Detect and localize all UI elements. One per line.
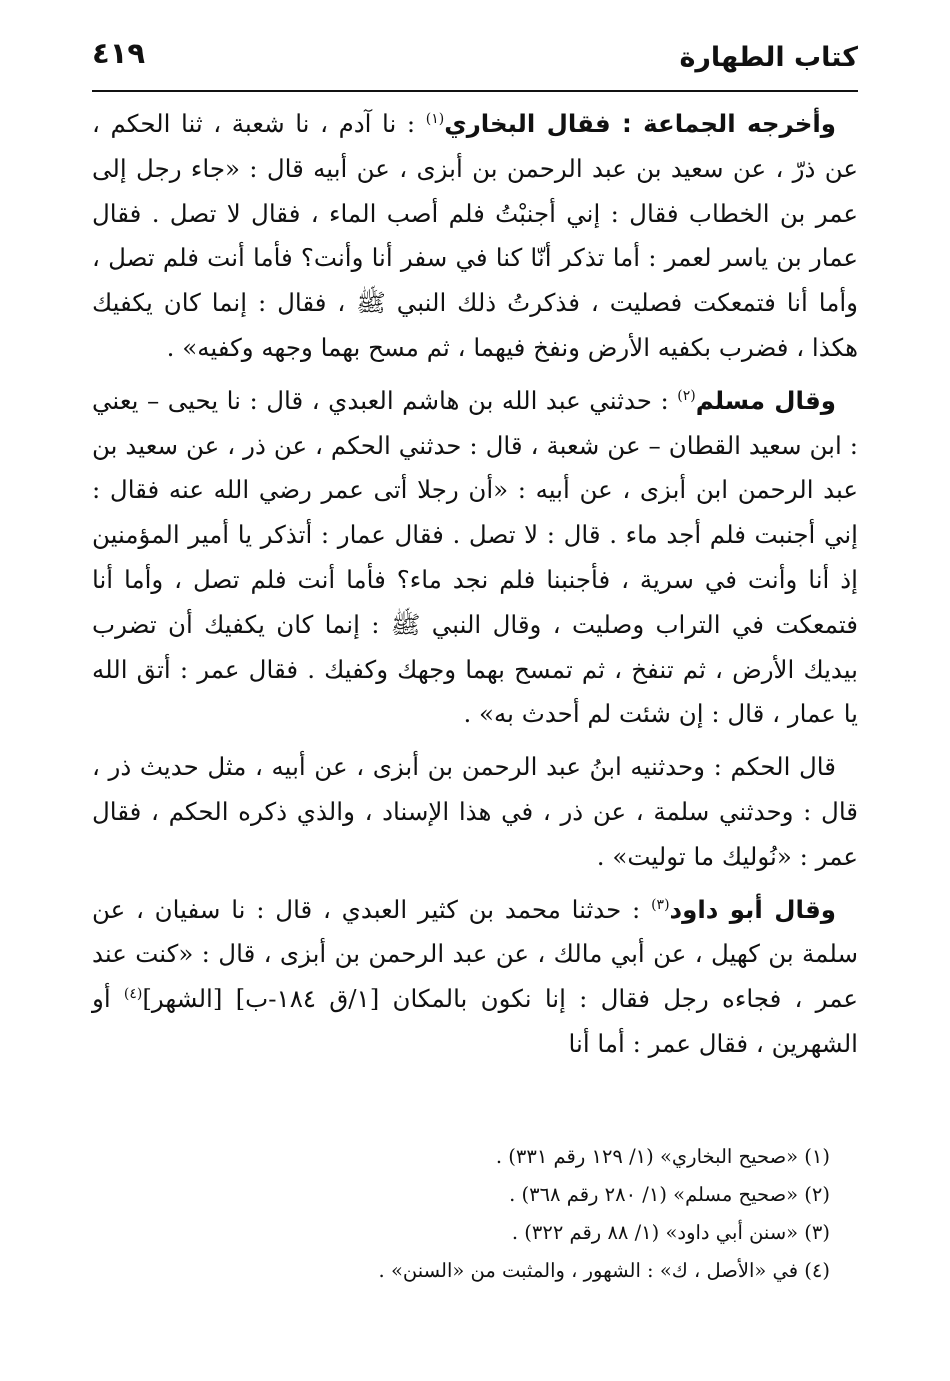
footnote-2: (٢) «صحيح مسلم» (١/ ٢٨٠ رقم ٣٦٨) . [509, 1183, 830, 1206]
paragraph-lead: وقال أبو داود [669, 894, 836, 924]
footnote-4: (٤) في «الأصل ، ك» : الشهور ، والمثبت من «السنن» . [378, 1259, 830, 1282]
paragraph-lead: وأخرجه الجماعة : فقال البخاري [444, 109, 836, 138]
footnote-3: (٣) «سنن أبي داود» (١/ ٨٨ رقم ٣٢٢) . [511, 1221, 830, 1244]
paragraph-hakam [92, 745, 858, 879]
paragraph-muslim [92, 379, 858, 737]
running-head: كتاب الطهارة [679, 42, 858, 73]
footnote-mark: (٢) [677, 387, 696, 404]
page-number: ٤١٩ [92, 36, 146, 70]
paragraph-text: : حدثنا محمد بن كثير العبدي ، قال : نا سفيان ، عن سلمة بن كهيل ، عن أبي مالك ، عن عبد الرحمن بن أبزى ، قال : «كنت عند عمر ، فجاءه رجل فقال : إنا نكون بالمكان [١/ق ١٨٤-ب] [الشهر] [92, 894, 858, 1014]
paragraph-lead: وقال مسلم [695, 385, 836, 415]
paragraph-bukhari [92, 102, 858, 371]
main-text [92, 102, 858, 1075]
page-header [92, 32, 858, 92]
paragraph-abu-dawud [92, 888, 858, 1067]
paragraph-text: : حدثني عبد الله بن هاشم العبدي ، قال : نا يحيى – يعني : ابن سعيد القطان – عن شعبة ، قال : حدثني الحكم ، عن ذر ، عن سعيد بن عبد الرحمن ابن أبزى ، عن أبيه : «أن رجلا أتى عمر رضي الله عنه فقال : إني أجنبت فلم أجد ماء . قال : لا تصل . فقال عمار : أتذكر يا أمير المؤمنين إذ أنا وأنت في سرية ، فأجنبنا فلم نجد ماء؟ فأما أنت فلم تصل ، وأما أنا فتمعكت في التراب وصليت ، وقال النبي ﷺ : إنما كان يكفيك أن تضرب بيديك الأرض ، ثم تنفخ ، ثم تمسح بهما وجهك وكفيك . فقال عمر : أتق الله يا عمار ، قال : إن شئت لم أحدث به» . [92, 385, 858, 729]
footnote-mark: (١) [425, 110, 445, 127]
footnote-mark: (٤) [123, 985, 143, 1002]
paragraph-text: : نا آدم ، نا شعبة ، ثنا الحكم ، عن ذرّ ، عن سعيد بن عبد الرحمن بن أبزى ، عن أبيه قال : «جاء رجل إلى عمر بن الخطاب فقال : إني أجنبْتُ فلم أصب الماء ، فقال لا تصل . فقال عمار بن ياسر لعمر : أما تذكر أنّا كنا في سفر أنا وأنت؟ فأما أنت فلم تصل ، وأما أنا فتمعكت فصليت ، فذكرتُ ذلك النبي ﷺ ، فقال : إنما كان يكفيك هكذا ، فضرب بكفيه الأرض ونفخ فيهما ، ثم مسح بهما وجهه وكفيه» . [92, 109, 858, 362]
footnotes [92, 1138, 830, 1290]
paragraph-text-continued: أو الشهرين ، فقال عمر : أما أنا [92, 984, 858, 1058]
footnote-mark: (٣) [651, 896, 670, 913]
footnote-1: (١) «صحيح البخاري» (١/ ١٢٩ رقم ٣٣١) . [495, 1145, 830, 1168]
paragraph-text: قال الحكم : وحدثنيه ابنُ عبد الرحمن بن أبزى ، عن أبيه ، مثل حديث ذر ، قال : وحدثني سلمة ، عن ذر ، في هذا الإسناد ، والذي ذكره الحكم ، فقال عمر : «نُوليك ما توليت» . [92, 752, 858, 871]
